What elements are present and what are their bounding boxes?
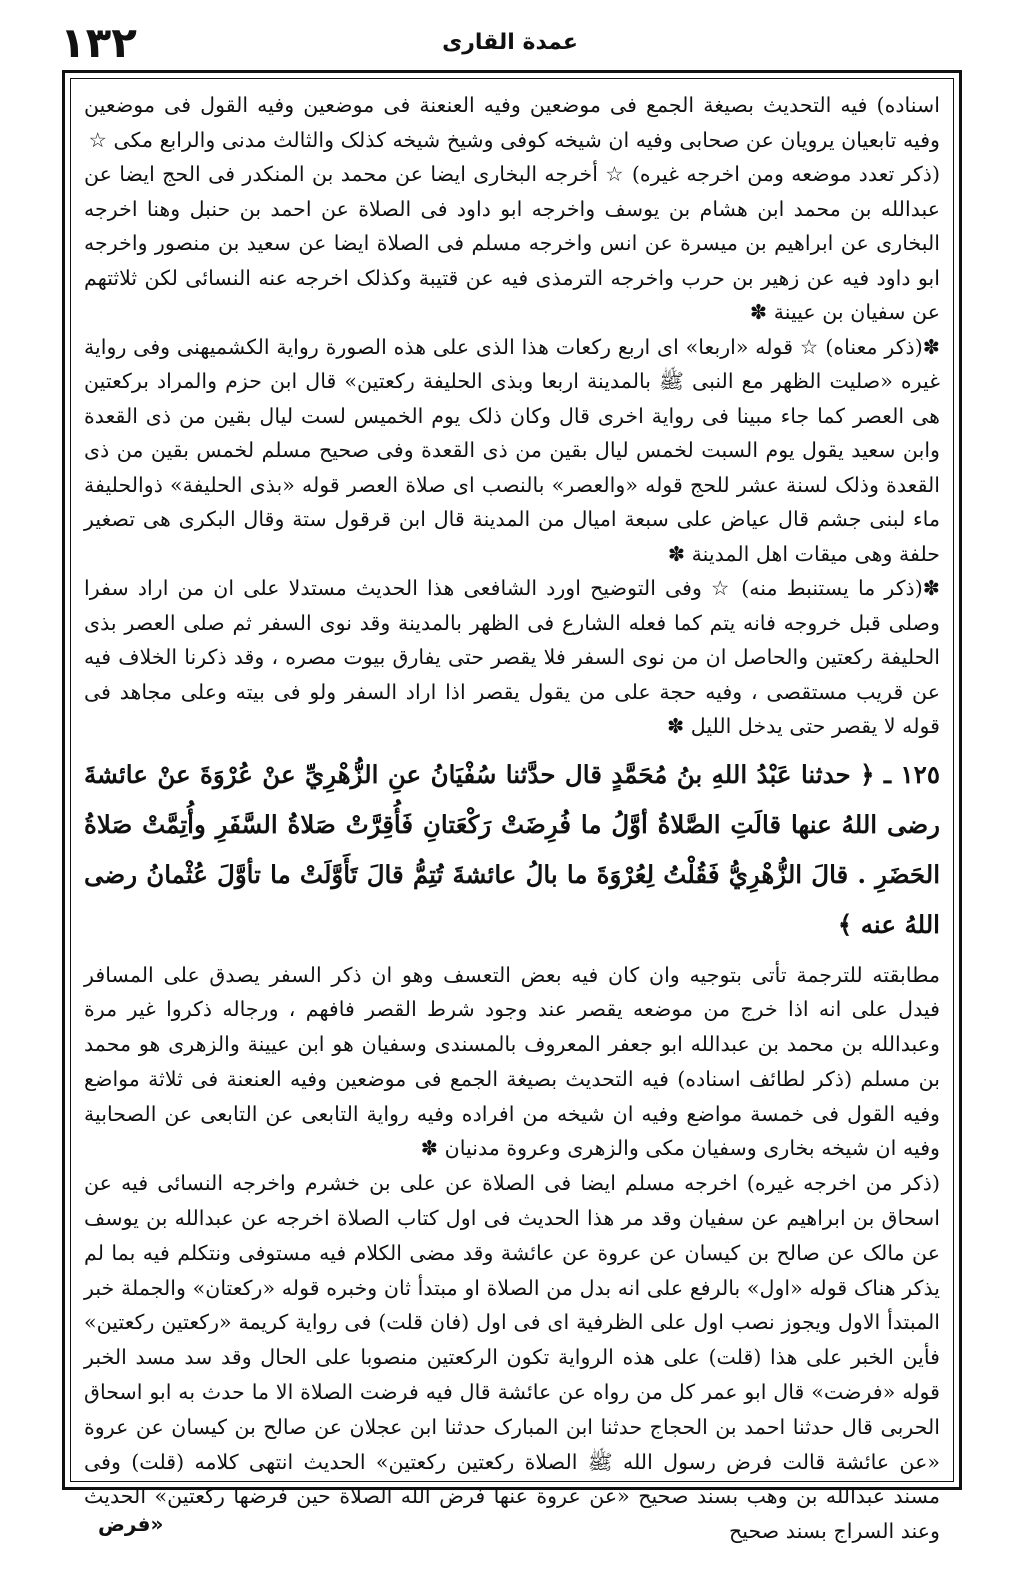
paragraph-istinbat: ✽(ذکر ما یستنبط منه) ☆ وفی التوضیح اورد الشافعی هذا الحدیث مستدلا علی ان من اراد سفرا وصلی قبل خروجه فانه یتم کما فعله الشارع فی الظهر بالمدینة وقد نوی السفر ثم صلی العصر بذی الحلیفة رکعتین والحاصل ان من نوی السفر فلا یقصر حتی یفارق بیوت مصره ، وقد ذکرنا الخلاف فیه عن قریب مستقصی ، وفیه حجة علی من یقول یقصر اذا اراد السفر ولو فی بیته وعلی مجاهد فی قوله لا یقصر حتی یدخل اللیل ✽ bbox=[84, 576, 940, 738]
main-text bbox=[84, 88, 940, 1544]
paragraph-mutabaqa: مطابقته للترجمة تأتی بتوجیه وان کان فیه بعض التعسف وهو ان ذکر السفر یصدق علی المسافر فیدل علی انه اذا خرج من موضعه یقصر عند وجود شرط القصر فافهم ، ورجاله ذکروا غیر مرة وعبدالله بن محمد بن عبدالله ابو جعفر المعروف بالمسندی وسفیان هو ابن عیینة والزهری هو محمد بن مسلم (ذکر لطائف اسناده) فیه التحدیث بصیغة الجمع فی موضعین وفیه العنعنة فی ثلاثة مواضع وفیه القول فی خمسة مواضع وفیه ان شیخه من افراده وفیه روایة التابعی عن التابعی عن الصحابیة وفیه ان شیخه بخاری وسفیان مکی والزهری وعروة مدنیان ✽ bbox=[84, 962, 940, 1161]
catchword: «فرض bbox=[98, 1512, 164, 1536]
commentary-section-bottom bbox=[84, 958, 940, 1550]
running-title: عمدة القاری bbox=[442, 30, 578, 55]
page-header bbox=[60, 18, 960, 68]
paragraph-isnad: اسناده) فیه التحدیث بصیغة الجمع فی موضعین وفیه العنعنة فی موضعین وفیه القول فی موضعین وفیه تابعیان یرویان عن صحابی وفیه ان شیخه کوفی وشیخ شیخه کذلک والثالث مدنی والرابع مکی ☆ bbox=[84, 93, 940, 152]
commentary-section-top bbox=[84, 88, 940, 744]
paragraph-takhrij: (ذکر تعدد موضعه ومن اخرجه غیره) ☆ أخرجه البخاری ایضا عن محمد بن المنکدر فی الحج ایضا عن عبدالله بن محمد ابن هشام بن یوسف واخرجه ابو داود فی الصلاة عن احمد بن حنبل وهنا اخرجه البخاری عن ابراهیم بن میسرة عن انس واخرجه مسلم فی الصلاة ایضا عن سعید بن منصور واخرجه ابو داود فیه عن زهیر بن حرب واخرجه الترمذی فیه عن قتیبة وکذلک اخرجه عنه النسائی لکن ثلاثتهم عن سفیان بن عیینة ✽ bbox=[84, 162, 940, 324]
paragraph-man-akhrajah: (ذکر من اخرجه غیره) اخرجه مسلم ایضا فی الصلاة عن علی بن خشرم واخرجه النسائی فیه عن اسحاق بن ابراهیم عن سفیان وقد مر هذا الحدیث فی اول کتاب الصلاة اخرجه عن عبدالله بن یوسف عن مالک عن صالح بن کیسان عن عروة عن عائشة وقد مضی الکلام فیه مستوفی ونتکلم فیه بما لم یذکر هناک قوله «اول» بالرفع علی انه بدل من الصلاة او مبتدأ ثان وخبره قوله «رکعتان» والجملة خبر المبتدأ الاول ویجوز نصب اول علی الظرفیة ای فی اول (فان قلت) فی روایة کریمة «رکعتین رکعتین» فأین الخبر علی هذا (قلت) علی هذه الروایة تکون الرکعتین منصوبا علی الحال وقد سد مسد الخبر قوله «فرضت» قال ابو عمر کل من رواه عن عائشة قال فیه فرضت الصلاة الا ما حدث به ابو اسحاق الحربی قال حدثنا احمد بن الحجاج حدثنا ابن المبارک حدثنا ابن عجلان عن صالح بن کیسان عن عروة «عن عائشة قالت فرض رسول الله ﷺ الصلاة رکعتین رکعتین» الحدیث انتهی کلامه (قلت) وفی مسند عبدالله بن وهب بسند صحیح «عن عروة عنها فرض الله الصلاة حین فرضها رکعتین» الحدیث وعند السراج بسند صحیح bbox=[84, 1171, 940, 1544]
hadith-125: ١٢٥ ـ ﴿ حدثنا عَبْدُ اللهِ بنُ مُحَمَّدٍ قال حدَّثنا سُفْيَانُ عنِ الزُّهْرِيِّ عنْ عُرْوَةَ عنْ عائشةَ رضی اللهُ عنها قالَتِ الصَّلاةُ أوَّلُ ما فُرِضَتْ رَكْعَتانِ فَأُقِرَّتْ صَلاةُ السَّفَرِ وأُتِمَّتْ صَلاةُ الحَضَرِ . قالَ الزُّهْرِيُّ فَقُلْتُ لِعُرْوَةَ ما بالُ عائشةَ تُتِمُّ قالَ تَأَوَّلَتْ ما تأوَّلَ عُثْمانُ رضی اللهُ عنه ﴾ bbox=[84, 759, 940, 939]
page-number: ١٣٢ bbox=[60, 18, 137, 67]
paragraph-meaning: ✽(ذکر معناه) ☆ قوله «اربعا» ای اربع رکعات هذا الذی علی هذه الصورة روایة الکشمیهنی وفی روایة غیره «صلیت الظهر مع النبی ﷺ بالمدینة اربعا وبذی الحلیفة رکعتین» قال ابن حزم والمراد برکعتین هی العصر کما جاء مبینا فی روایة اخری قال وکان ذلک یوم الخمیس لست لیال بقین من ذی القعدة وابن سعید یقول یوم السبت لخمس لیال بقین من ذی القعدة وفی صحیح مسلم لخمس بقین من ذی القعدة وذلک لسنة عشر للحج قوله «والعصر» بالنصب ای صلاة العصر قوله «بذی الحلیفة» ذوالحلیفة ماء لبنی جشم قال عیاض علی سبعة امیال من المدینة قال ابن قرقول ستة وقال البکری هی تصغیر حلفة وهی میقات اهل المدینة ✽ bbox=[84, 334, 940, 566]
